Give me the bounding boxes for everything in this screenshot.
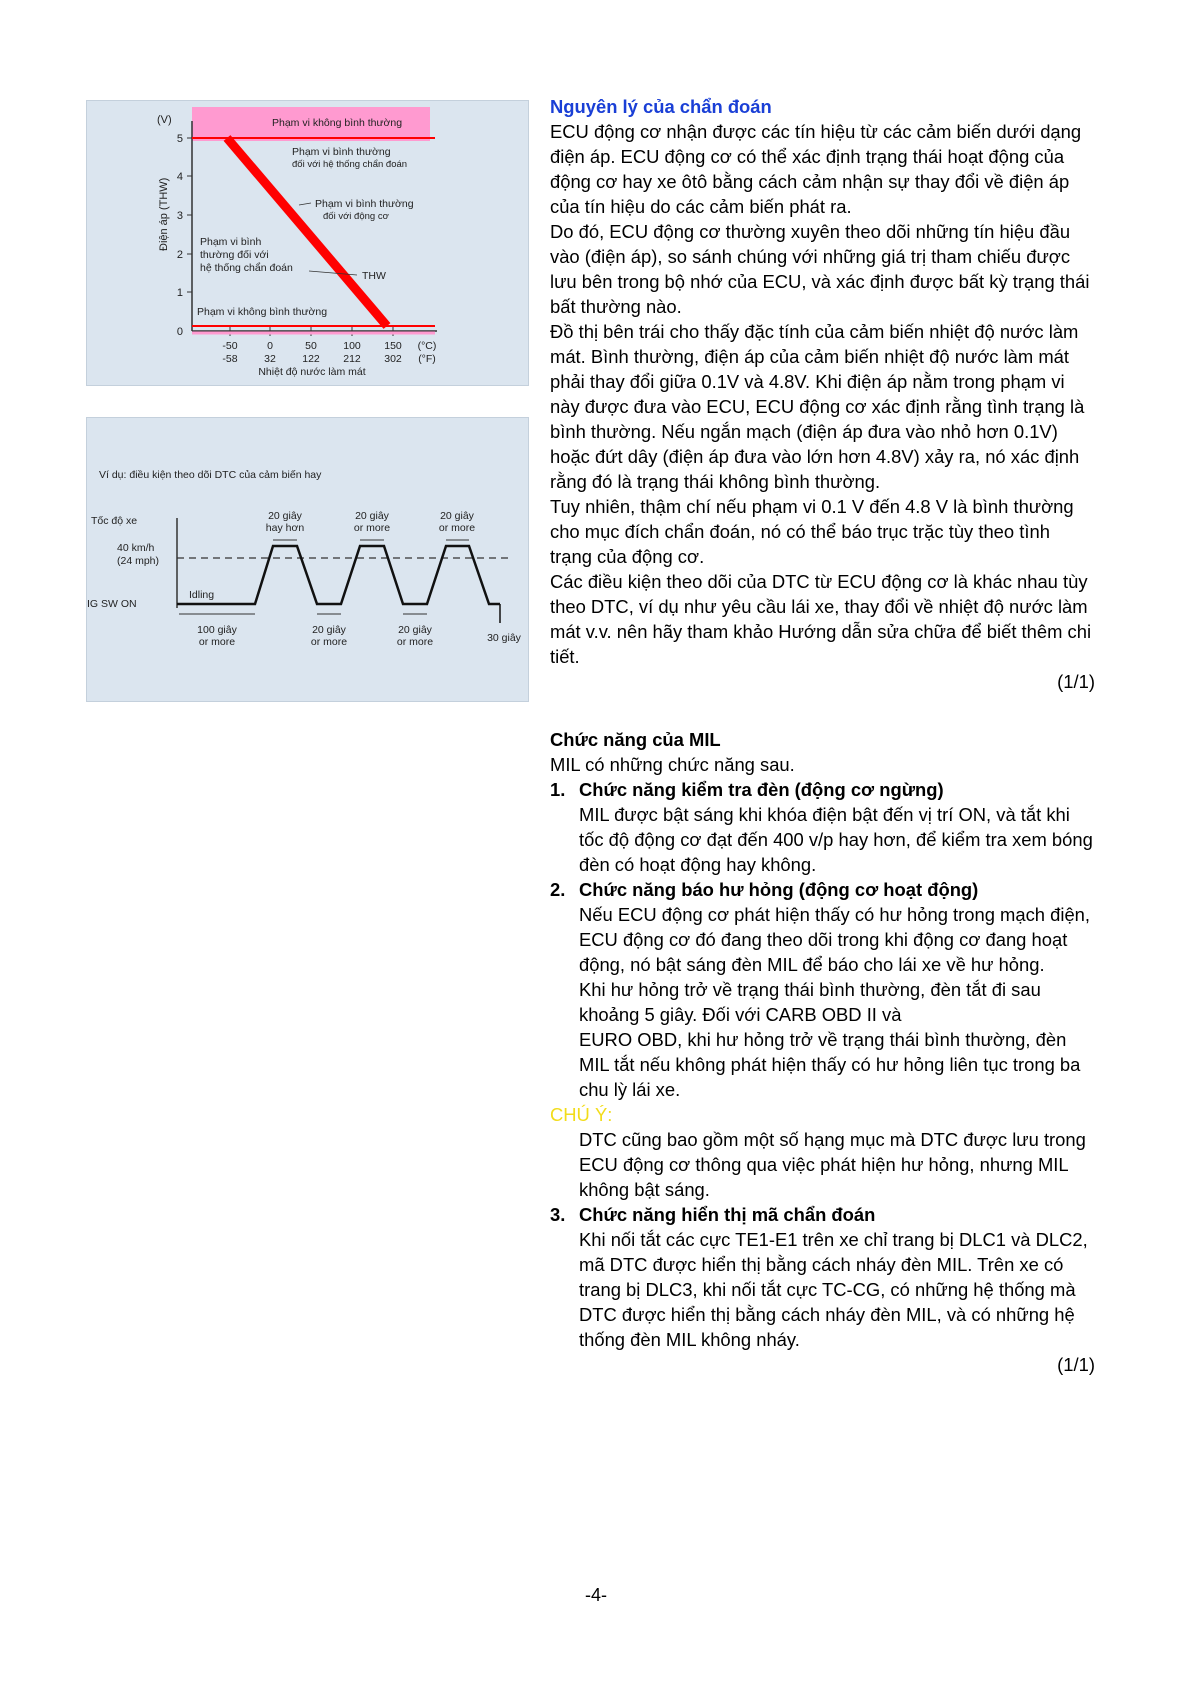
x-tick-label-f: 32 [264, 353, 276, 365]
label-normal-left: hệ thống chẩn đoán [200, 262, 293, 274]
duration-top-label: 20 giây [355, 510, 389, 522]
duration-top-label: 20 giây [268, 510, 302, 522]
speed-profile [177, 546, 500, 604]
label-normal-left: Phạm vi bình [200, 236, 262, 248]
page-number: -4- [585, 1585, 607, 1605]
x-tick-label-c: 0 [267, 340, 273, 352]
item-paragraph: Khi hư hỏng trở về trạng thái bình thường, đèn tắt đi sau khoảng 5 giây. Đối với CARB OBD II và [579, 979, 1041, 1025]
paragraph: ECU động cơ nhận được các tín hiệu từ các cảm biến dưới dạng điện áp. ECU động cơ có thể xác định trạng thái hoạt động của động cơ hay xe ôtô bằng cách cảm nhận sự thay đổi về điện áp của tín hiệu do các cảm biến phát ra. [550, 121, 1082, 217]
duration-top-label: or more [438, 522, 476, 534]
text-column [550, 94, 1095, 1377]
label-normal-engine: đối với động cơ [323, 211, 389, 222]
duration-top-label: hay hơn [265, 522, 305, 534]
y-tick-label: 1 [176, 287, 183, 299]
item-title: Chức năng hiển thị mã chẩn đoán [579, 1204, 876, 1225]
label-abnormal-top: Phạm vi không bình thường [272, 117, 403, 129]
note-label: CHÚ Ý: [550, 1104, 613, 1125]
x-tick-label-c: (°C) [417, 340, 437, 352]
label-abnormal-bottom: Phạm vi không bình thường [197, 306, 328, 318]
coolant-temp-sensor-chart [86, 100, 529, 386]
y-tick-label: 2 [176, 249, 183, 261]
ig-sw-on-label: IG SW ON [87, 598, 137, 610]
page-ref: (1/1) [1057, 671, 1095, 692]
duration-bottom-label: or more [396, 636, 434, 648]
x-tick-label-c: -50 [222, 340, 238, 352]
item-number: 3. [550, 1204, 566, 1225]
duration-bottom-label: 100 giây [197, 624, 237, 636]
duration-end-label: 30 giây [487, 632, 521, 644]
label-thw: THW [362, 270, 386, 282]
paragraph: Đồ thị bên trái cho thấy đặc tính của cảm biến nhiệt độ nước làm mát. Bình thường, điện áp của cảm biến nhiệt độ nước làm mát phải thay đổi giữa 0.1V và 4.8V. Khi điện áp nằm trong phạm vi này được đưa vào ECU, ECU động cơ xác định rằng tình trạng là bình thường. Nếu ngắn mạch (điện áp đưa vào nhỏ hơn 0.1V) hoặc đứt dây (điện áp đưa vào lớn hơn 4.8V) xảy ra, nó xác định rằng đó là trạng thái không bình thường. [550, 321, 1085, 492]
duration-bottom-label: 20 giây [312, 624, 346, 636]
x-axis-label: Nhiệt độ nước làm mát [258, 366, 366, 378]
item-paragraph: Khi nối tắt các cực TE1-E1 trên xe chỉ trang bị DLC1 và DLC2, mã DTC được hiển thị bằng cách nháy đèn MIL. Trên xe có trang bị DLC3, khi nối tắt cực TC-CG, có những hệ thống mà DTC được hiển thị bằng cách nháy đèn MIL, và có những hệ thống đèn MIL không nháy. [579, 1229, 1088, 1350]
unit-label: (V) [157, 114, 172, 126]
duration-bottom-label: 20 giây [398, 624, 432, 636]
paragraph: Các điều kiện theo dõi của DTC từ ECU động cơ là khác nhau tùy theo DTC, ví dụ như yêu cầu lái xe, thay đổi về nhiệt độ nước làm mát v.v. nên hãy tham khảo Hướng dẫn sửa chữa để biết thêm chi tiết. [550, 571, 1092, 667]
label-normal-diag: Phạm vi bình thường [292, 146, 391, 158]
note-text: DTC cũng bao gồm một số hạng mục mà DTC được lưu trong ECU động cơ thông qua việc phát hiện hư hỏng, nhưng MIL không bật sáng. [579, 1129, 1086, 1200]
paragraph: Tuy nhiên, thậm chí nếu phạm vi 0.1 V đến 4.8 V là bình thường cho mục đích chẩn đoán, nó có thể báo trục trặc tùy theo tình trạng của động cơ. [550, 496, 1074, 567]
x-tick-label-c: 150 [384, 340, 402, 352]
y-tick-label: 3 [176, 210, 183, 222]
section-title-diagnosis-principle: Nguyên lý của chẩn đoán [550, 96, 772, 117]
speed-label: Tốc độ xe [91, 515, 138, 527]
intro-paragraph: MIL có những chức năng sau. [550, 754, 795, 775]
list-item-heading [550, 877, 1095, 902]
paragraph: Do đó, ECU động cơ thường xuyên theo dõi những tín hiệu đầu vào (điện áp), so sánh chúng với những giá trị tham chiếu được lưu bên trong bộ nhớ của ECU, và xác định được bất kỳ trạng thái bất thường nào. [550, 221, 1090, 317]
item-title: Chức năng báo hư hỏng (động cơ hoạt động) [579, 879, 979, 900]
duration-top-label: 20 giây [440, 510, 474, 522]
item-paragraph: EURO OBD, khi hư hỏng trở về trạng thái bình thường, đèn MIL tắt nếu không phát hiện thấy có hư hỏng liên tục trong ba chu lỳ lái xe. [579, 1029, 1081, 1100]
list-item-heading [550, 777, 1095, 802]
y-tick-label: 0 [176, 326, 183, 338]
label-normal-left: thường đối với [200, 249, 269, 261]
y-tick-label: 5 [176, 133, 183, 145]
item-number: 2. [550, 879, 566, 900]
x-tick-label-f: 122 [302, 353, 320, 365]
x-tick-label-f: 302 [384, 353, 402, 365]
item-number: 1. [550, 779, 566, 800]
duration-top-label: or more [353, 522, 391, 534]
x-tick-label-f: -58 [222, 353, 238, 365]
idling-label: Idling [189, 589, 215, 601]
y-axis-label: Điện áp (THW) [158, 177, 170, 251]
page-ref: (1/1) [1057, 1354, 1095, 1375]
y-tick-label: 4 [176, 171, 183, 183]
item-title: Chức năng kiểm tra đèn (động cơ ngừng) [579, 779, 944, 800]
duration-bottom-label: or more [310, 636, 348, 648]
x-tick-label-f: 212 [343, 353, 361, 365]
item-paragraph: MIL được bật sáng khi khóa điện bật đến vị trí ON, và tắt khi tốc độ động cơ đạt đến 400 v/p hay hơn, để kiểm tra xem bóng đèn có hoạt động hay không. [579, 804, 1093, 875]
x-tick-label-f: (°F) [418, 353, 436, 365]
item-paragraph: Nếu ECU động cơ phát hiện thấy có hư hỏng trong mạch điện, ECU động cơ đó đang theo dõi trong khi động cơ đang hoạt động, nó bật sáng đèn MIL để báo cho lái xe về hư hỏng. [579, 904, 1091, 975]
diagram-title: Ví dụ: điều kiện theo dõi DTC của cảm biến hay [99, 469, 322, 481]
section-title-mil-functions: Chức năng của MIL [550, 729, 721, 750]
dtc-monitoring-condition-diagram [86, 417, 529, 702]
label-normal-engine: Phạm vi bình thường [315, 198, 414, 210]
list-item-heading [550, 1202, 1095, 1227]
label-normal-diag: đối với hệ thống chẩn đoán [292, 159, 408, 170]
x-tick-label-c: 100 [343, 340, 361, 352]
duration-bottom-label: or more [198, 636, 236, 648]
speed-value: (24 mph) [117, 555, 160, 567]
speed-value: 40 km/h [117, 542, 155, 554]
x-tick-label-c: 50 [305, 340, 317, 352]
